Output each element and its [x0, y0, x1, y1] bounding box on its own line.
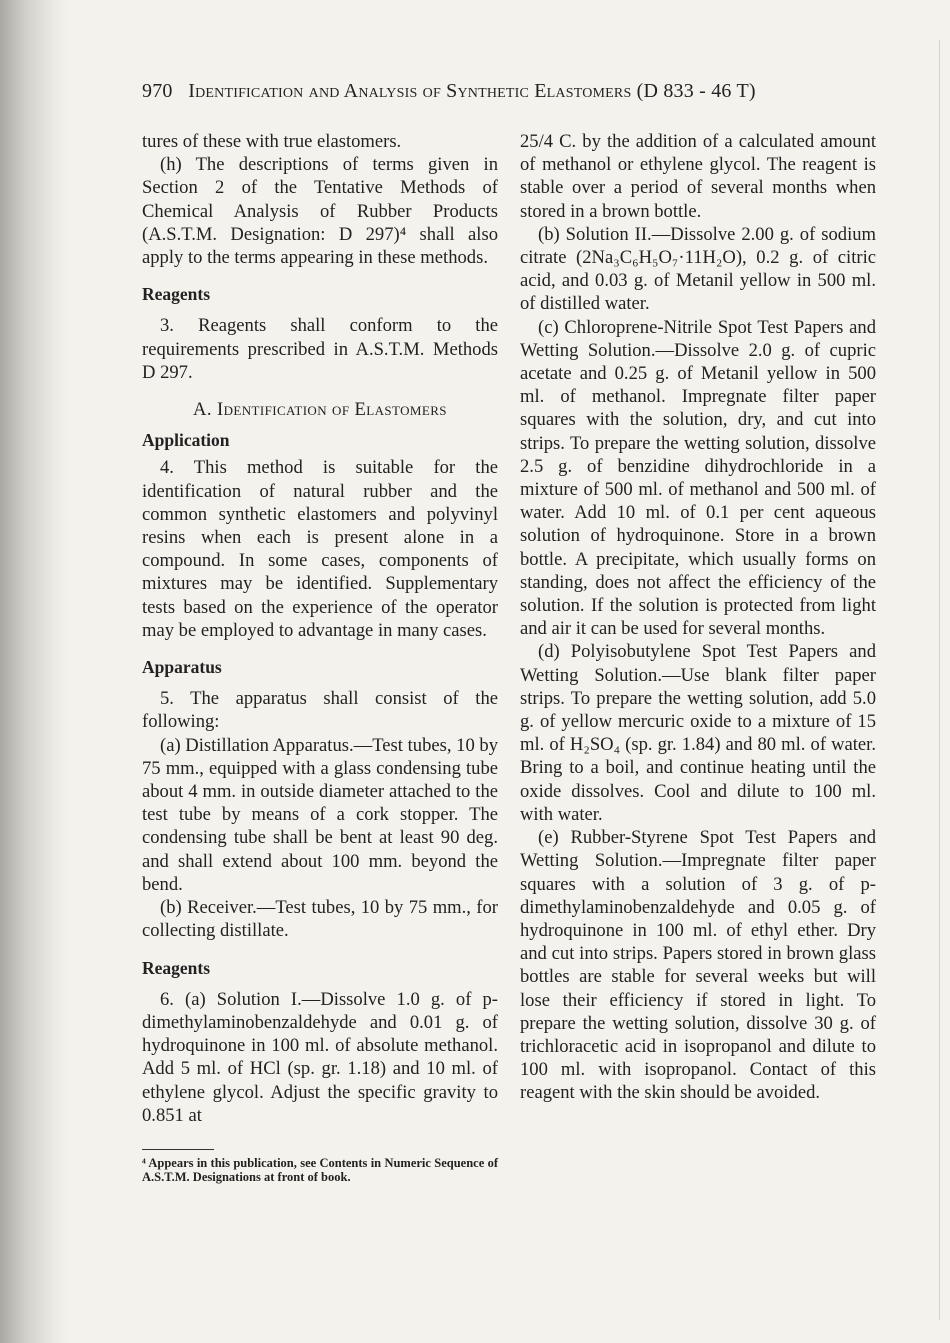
paragraph-6e: (e) Rubber-Styrene Spot Test Papers and Wetting Solution.—Impregnate filter paper squares with a solution of 3 g. of p-dimethylaminobenzaldehyde and 0.05 g. of hydroquinone in 100 ml. of ethyl ether. Dry and cut into strips. Papers stored in brown glass bottles are stable for several weeks but will lose their efficiency if stored in light. To prepare the wetting solution, dissolve 30 g. of trichloracetic acid in isopropanol and dilute to 100 ml. with isopropanol. Contact of this reagent with the skin should be avoided.	[520, 827, 876, 1104]
paragraph-6a: 6. (a) Solution I.—Dissolve 1.0 g. of p-dimethylaminobenzaldehyde and 0.01 g. of hydroquinone in 100 ml. of absolute methanol. Add 5 ml. of HCl (sp. gr. 1.18) and 10 ml. of ethylene glycol. Adjust the specific gravity to 0.851 at	[142, 988, 498, 1126]
heading-apparatus: Apparatus	[142, 657, 222, 678]
heading-application: Application	[142, 430, 230, 451]
paragraph-6c: (c) Chloroprene-Nitrile Spot Test Papers and Wetting Solution.—Dissolve 2.0 g. of cupric acetate and 0.25 g. of Metanil yellow in 500 ml. of methanol. Impregnate filter paper squares with the solution, dry, and cut into strips. To prepare the wetting solution, dissolve 2.5 g. of benzidine dihydrochloride in a mixture of 500 ml. of methanol and 500 ml. of water. Add 10 ml. of 0.1 per cent aqueous solution of hydroquinone. Store in a brown bottle. A precipitate, which usually forms on standing, does not affect the efficiency of the solution. If the solution is protected from light and air it can be used for several months.	[520, 316, 876, 640]
designation: (D 833 - 46 T)	[636, 80, 756, 102]
paragraph-3: 3. Reagents shall conform to the requirements prescribed in A.S.T.M. Methods D 297.	[142, 315, 498, 383]
paragraph-5b: (b) Receiver.—Test tubes, 10 by 75 mm., for collecting distillate.	[142, 897, 498, 942]
paragraph-intro: tures of these with true elastomers.	[142, 131, 402, 152]
paragraph-5a: (a) Distillation Apparatus.—Test tubes, 10 by 75 mm., equipped with a glass condensing tube about 4 mm. in outside diameter attached to the test tube by means of a cork stopper. The condensing tube shall be bent at least 90 deg. and shall extend about 100 mm. beyond the bend.	[142, 734, 498, 895]
section-title	[142, 398, 498, 421]
section-title-text: Identification of Elastomers	[217, 399, 447, 421]
heading-reagents-2: Reagents	[142, 957, 211, 978]
page-edge-line	[939, 40, 940, 1320]
left-column	[142, 130, 498, 1184]
heading-reagents: Reagents	[142, 284, 211, 305]
book-spine-shadow	[0, 0, 70, 1343]
paragraph-4: 4. This method is suitable for the identification of natural rubber and the common synthetic elastomers and polyvinyl resins when each is present alone in a compound. In some cases, components of mixtures may be identified. Supplementary tests based on the experience of the operator may be employed to advantage in many cases.	[142, 457, 498, 641]
paragraph-6b: (b) Solution II.—Dissolve 2.00 g. of sodium citrate (2Na₃C₆H₅O₇·11H₂O), 0.2 g. of citric acid, and 0.03 g. of Metanil yellow in 500 ml. of distilled water.	[520, 223, 876, 315]
paragraph-6a-continued: 25/4 C. by the addition of a calculated amount of methanol or ethylene glycol. The reagent is stable over a period of several months when stored in a brown bottle.	[520, 131, 876, 222]
right-column	[520, 130, 876, 1105]
footnote-rule	[142, 1149, 214, 1150]
footnote: ⁴ Appears in this publication, see Contents in Numeric Sequence of A.S.T.M. Designations at front of book.	[142, 1155, 498, 1184]
paragraph-6d: (d) Polyisobutylene Spot Test Papers and Wetting Solution.—Use blank filter paper strips. To prepare the wetting solution, add 5.0 g. of yellow mercuric oxide to a mixture of 15 ml. of H₂SO₄ (sp. gr. 1.84) and 80 ml. of water. Bring to a boil, and continue heating until the oxide dissolves. Cool and dilute to 100 ml. with water.	[520, 641, 876, 825]
running-header	[142, 80, 756, 103]
paragraph-5: 5. The apparatus shall consist of the following:	[142, 688, 498, 733]
paragraph-h: (h) The descriptions of terms given in Section 2 of the Tentative Methods of Chemical Analysis of Rubber Products (A.S.T.M. Designation: D 297)⁴ shall also apply to the terms appearing in these methods.	[142, 154, 498, 269]
page-number: 970	[142, 80, 173, 102]
running-title: Identification and Analysis of Synthetic Elastomers	[188, 80, 632, 102]
section-letter: A.	[193, 399, 212, 421]
